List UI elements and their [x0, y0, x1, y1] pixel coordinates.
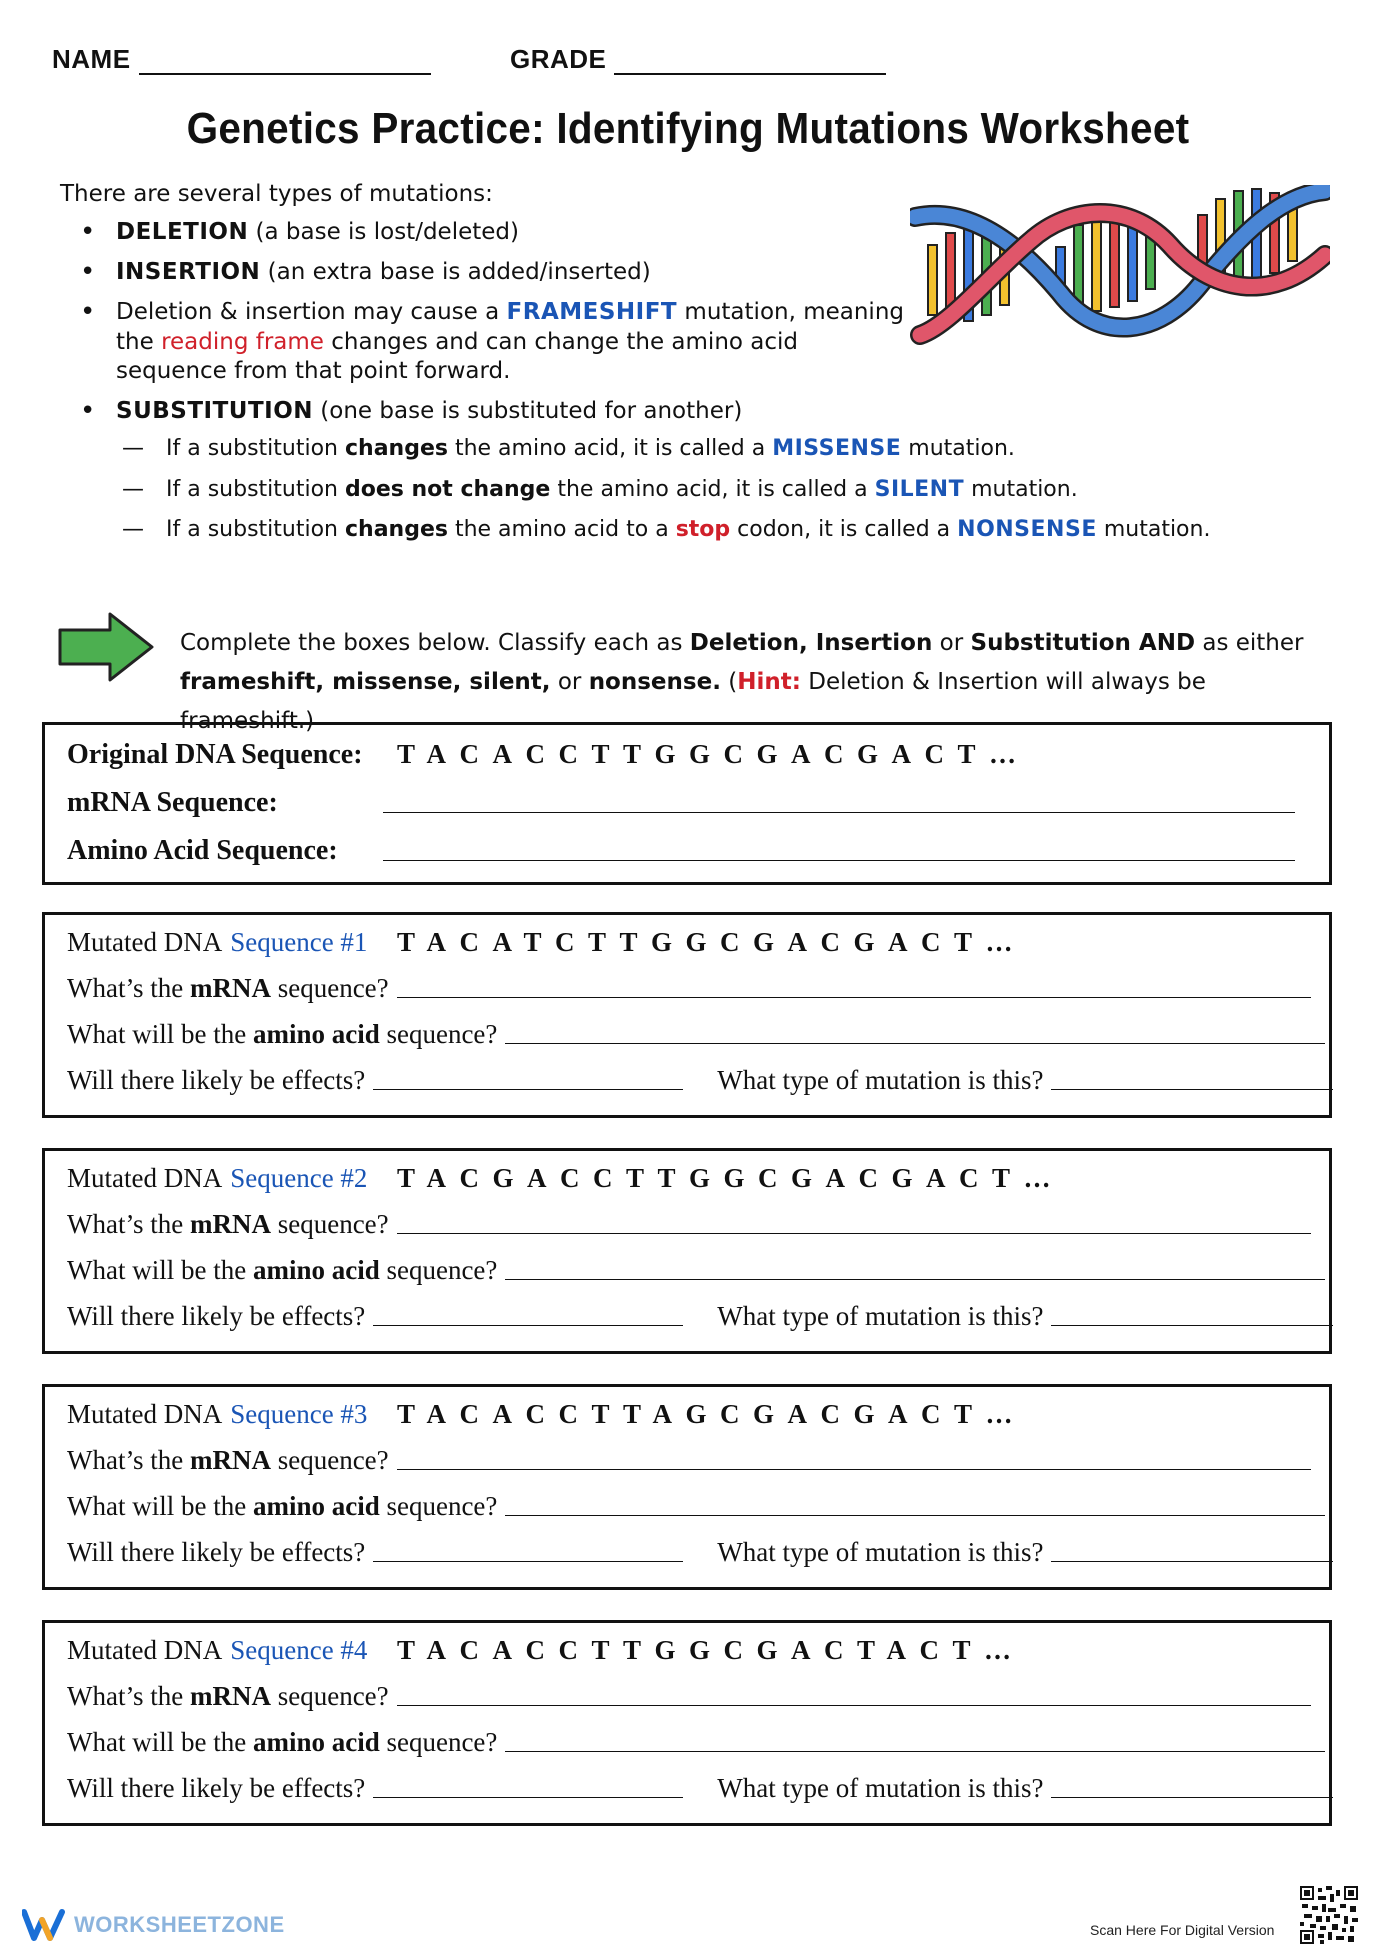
sublist-item-silent: — If a substitution does not change the amino acid, it is called a SILENT mutation. [116, 476, 1320, 505]
mutated-dna-prefix: Mutated DNA [67, 1399, 223, 1429]
mutated-aa-row [67, 1019, 1325, 1050]
name-label: NAME [52, 44, 131, 74]
mutated-aa-row [67, 1491, 1325, 1522]
mutated-dna-sequence: TACACCTTGGCGACTACT… [397, 1635, 1025, 1665]
mutated-dna-sequence: TACACCTTAGCGACGACT… [397, 1399, 1027, 1429]
mutation-type-question: What type of mutation is this? [717, 1301, 1044, 1331]
mutated-dna-sequence: TACGACCTTGGCGACGACT… [397, 1163, 1065, 1193]
mrna-question: What’s the mRNA sequence? [67, 1681, 389, 1711]
original-mrna-label: mRNA Sequence: [67, 787, 278, 818]
amino-acid-answer-line[interactable] [505, 1279, 1325, 1280]
brand-name: WORKSHEETZONE [74, 1912, 285, 1937]
mutation-type-question: What type of mutation is this? [717, 1065, 1044, 1095]
arrow-right-icon [58, 612, 154, 682]
mutated-sequence-box-4 [42, 1620, 1332, 1826]
list-item-deletion: • DELETION (a base is lost/deleted) [60, 218, 1320, 248]
mutation-type-answer-line[interactable] [1051, 1797, 1333, 1798]
effects-answer-line[interactable] [373, 1561, 683, 1562]
mutated-effects-row [67, 1537, 1333, 1568]
mrna-question: What’s the mRNA sequence? [67, 1445, 389, 1475]
mutated-aa-row [67, 1255, 1325, 1286]
mutated-dna-prefix: Mutated DNA [67, 927, 223, 957]
amino-acid-answer-line[interactable] [505, 1043, 1325, 1044]
list-item-frameshift: • Deletion & insertion may cause a FRAMESHIFT mutation, meaning the reading frame changes and can change the amino acid sequence from that point forward. [60, 298, 1320, 388]
mutated-effects-row [67, 1773, 1333, 1804]
list-item-substitution: • SUBSTITUTION (one base is substituted for another) — If a substitution changes the amino acid, it is called a MISSENSE mutation. — If a substitution does not change the amino acid, it is called a SILENT mutation. — If a substitution changes the amino acid to a stop codon, it is called a NONSENSE mutation. [60, 397, 1320, 545]
mrna-question: What’s the mRNA sequence? [67, 973, 389, 1003]
name-field [52, 44, 431, 75]
list-item-insertion: • INSERTION (an extra base is added/inserted) [60, 258, 1320, 288]
mutated-dna-sequence: TACATCTTGGCGACGACT… [397, 927, 1027, 957]
original-aa-row [67, 835, 1295, 867]
grade-field [510, 44, 886, 75]
amino-acid-question: What will be the amino acid sequence? [67, 1491, 498, 1521]
original-dna-row [67, 739, 363, 771]
effects-question: Will there likely be effects? [67, 1301, 366, 1331]
mutated-dna-prefix: Mutated DNA [67, 1163, 223, 1193]
instructions: Complete the boxes below. Classify each as Deletion, Insertion or Substitution AND as either frameshift, missense, silent, or nonsense. (Hint: Deletion & Insertion will always be frameshift.) [180, 630, 1304, 735]
original-dna-label: Original DNA Sequence: [67, 739, 363, 770]
mutated-sequence-label: Sequence #3 [230, 1399, 368, 1429]
original-dna-sequence: TACACCTTGGCGACGACT… [397, 739, 1030, 769]
sublist-item-missense: — If a substitution changes the amino acid, it is called a MISSENSE mutation. [116, 435, 1320, 464]
mrna-answer-line[interactable] [397, 1705, 1311, 1706]
effects-question: Will there likely be effects? [67, 1773, 366, 1803]
mrna-question: What’s the mRNA sequence? [67, 1209, 389, 1239]
mutated-mrna-row [67, 973, 1311, 1004]
grade-input-line[interactable] [614, 47, 886, 75]
mutated-sequence-box-1 [42, 912, 1332, 1118]
scan-caption: Scan Here For Digital Version [1090, 1922, 1275, 1938]
intro-lead: There are several types of mutations: [60, 181, 493, 207]
effects-answer-line[interactable] [373, 1089, 683, 1090]
effects-question: Will there likely be effects? [67, 1065, 366, 1095]
mutation-type-question: What type of mutation is this? [717, 1537, 1044, 1567]
sublist-item-nonsense: — If a substitution changes the amino acid to a stop codon, it is called a NONSENSE mutation. [116, 516, 1320, 545]
brand-logo [22, 1908, 285, 1942]
original-sequence-box [42, 722, 1332, 885]
mutated-dna-row [67, 1163, 367, 1194]
mutated-sequence-label: Sequence #1 [230, 927, 368, 957]
dna-helix-illustration [910, 185, 1330, 355]
mutated-dna-row [67, 1399, 367, 1430]
page-title: Genetics Practice: Identifying Mutations Worksheet [186, 104, 1190, 153]
substitution-sublist [116, 435, 1320, 545]
effects-answer-line[interactable] [373, 1797, 683, 1798]
mutated-effects-row [67, 1301, 1333, 1332]
amino-acid-answer-line[interactable] [505, 1515, 1325, 1516]
effects-question: Will there likely be effects? [67, 1537, 366, 1567]
mutated-aa-row [67, 1727, 1325, 1758]
amino-acid-question: What will be the amino acid sequence? [67, 1019, 498, 1049]
mutated-sequence-box-2 [42, 1148, 1332, 1354]
mrna-answer-line[interactable] [397, 997, 1311, 998]
mutated-dna-row [67, 1635, 367, 1666]
amino-acid-question: What will be the amino acid sequence? [67, 1727, 498, 1757]
worksheetzone-logo-icon [22, 1908, 66, 1942]
mutated-effects-row [67, 1065, 1333, 1096]
mutated-mrna-row [67, 1681, 1311, 1712]
mutated-sequence-label: Sequence #4 [230, 1635, 368, 1665]
amino-acid-answer-line[interactable] [505, 1751, 1325, 1752]
mutation-type-question: What type of mutation is this? [717, 1773, 1044, 1803]
effects-answer-line[interactable] [373, 1325, 683, 1326]
mutation-type-answer-line[interactable] [1051, 1325, 1333, 1326]
mutated-mrna-row [67, 1209, 1311, 1240]
mutated-mrna-row [67, 1445, 1311, 1476]
original-aa-label: Amino Acid Sequence: [67, 835, 338, 866]
original-mrna-answer-line[interactable] [383, 812, 1295, 813]
name-input-line[interactable] [139, 47, 431, 75]
mutated-sequence-label: Sequence #2 [230, 1163, 368, 1193]
mutated-dna-row [67, 927, 367, 958]
mutated-sequence-box-3 [42, 1384, 1332, 1590]
mutation-type-answer-line[interactable] [1051, 1561, 1333, 1562]
grade-label: GRADE [510, 44, 607, 74]
mutated-dna-prefix: Mutated DNA [67, 1635, 223, 1665]
original-aa-answer-line[interactable] [383, 860, 1295, 861]
mutation-type-answer-line[interactable] [1051, 1089, 1333, 1090]
mrna-answer-line[interactable] [397, 1233, 1311, 1234]
original-mrna-row [67, 787, 1295, 819]
qr-code-icon[interactable] [1300, 1886, 1358, 1944]
amino-acid-question: What will be the amino acid sequence? [67, 1255, 498, 1285]
mrna-answer-line[interactable] [397, 1469, 1311, 1470]
